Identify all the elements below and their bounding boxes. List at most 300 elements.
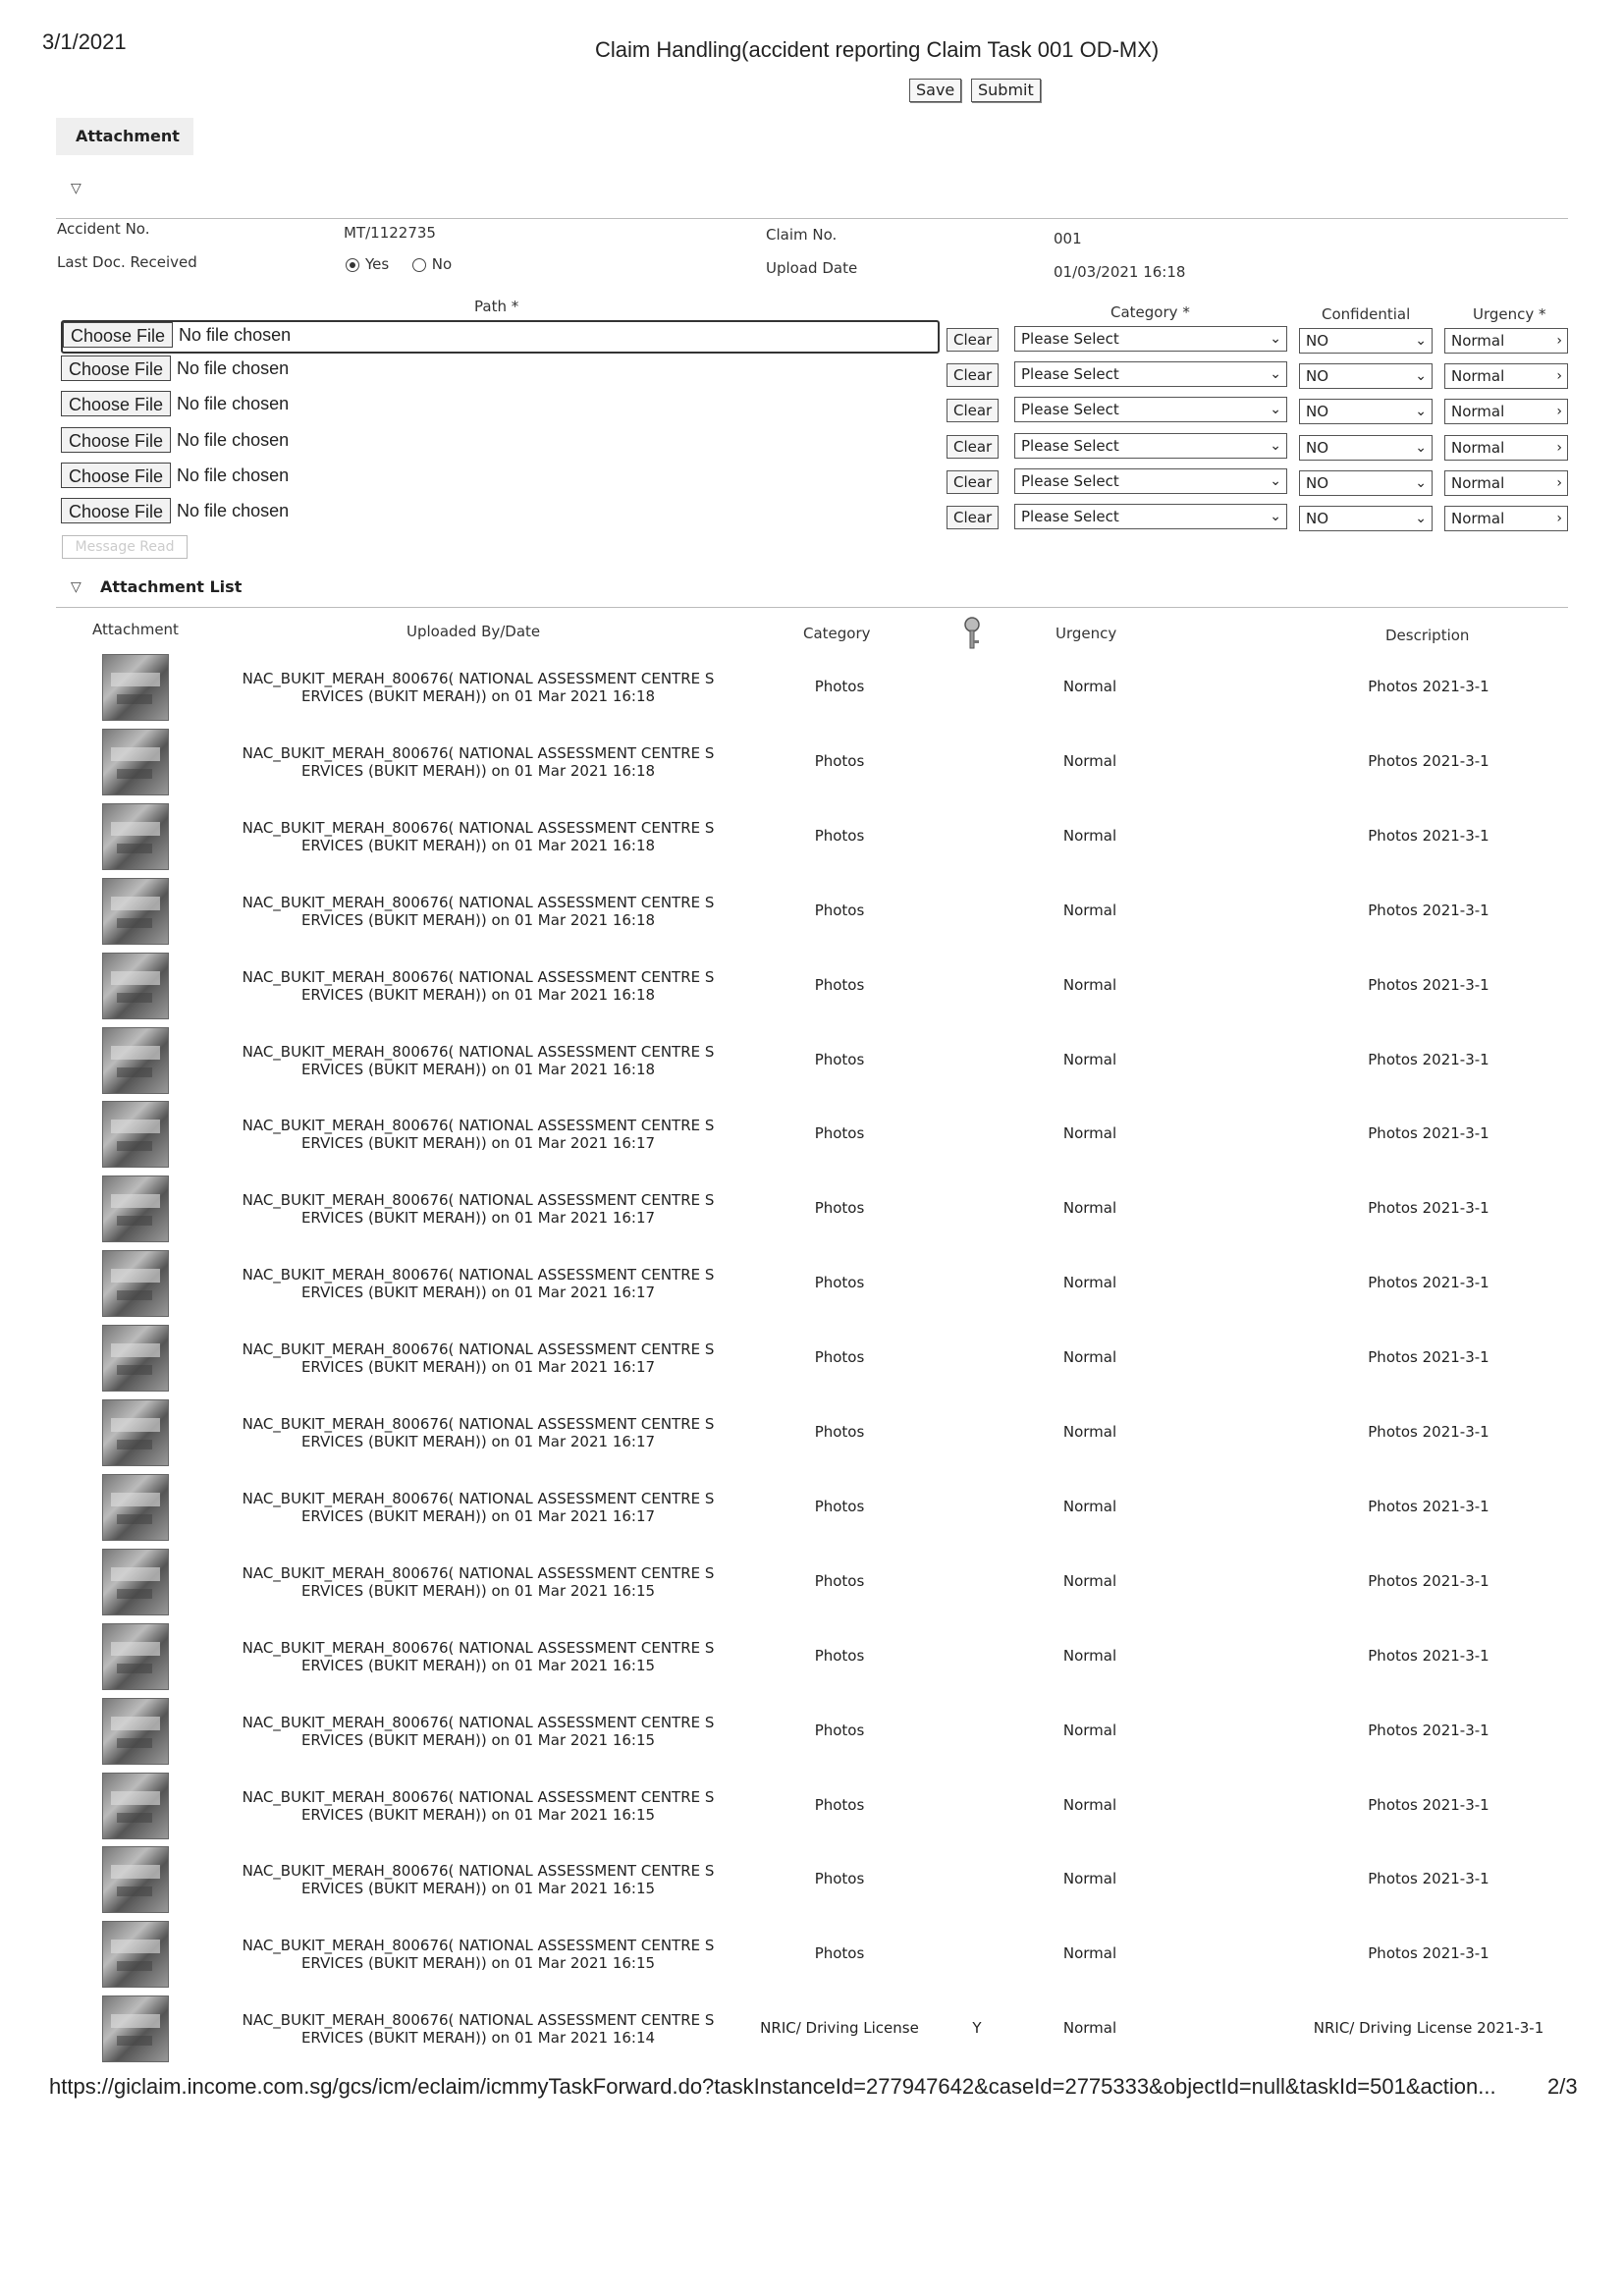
- category-cell: Photos: [814, 827, 865, 845]
- attachment-thumbnail[interactable]: [102, 878, 169, 945]
- thumbnail-shadow: [117, 1813, 152, 1823]
- confidential-select-value: NO: [1306, 474, 1329, 492]
- category-required-mark: *: [1182, 303, 1190, 321]
- urgency-cell: Normal: [1062, 827, 1117, 845]
- urgency-cell: Normal: [1062, 1423, 1117, 1441]
- category-select-value: Please Select: [1021, 472, 1119, 490]
- uploaded-by-cell: [218, 1043, 738, 1078]
- table-row: [0, 1992, 1624, 2064]
- chevron-down-icon: ›: [1556, 333, 1562, 349]
- chevron-down-icon: ⌄: [1415, 440, 1427, 456]
- upload-date-value: 01/03/2021 16:18: [1054, 263, 1186, 281]
- thumbnail-shadow: [117, 1514, 152, 1524]
- urgency-select-value: Normal: [1451, 510, 1505, 527]
- uploaded-by-line1: NAC_BUKIT_MERAH_800676( NATIONAL ASSESSMENT CENTRE S: [242, 1862, 715, 1880]
- uploaded-by-line1: NAC_BUKIT_MERAH_800676( NATIONAL ASSESSMENT CENTRE S: [242, 894, 715, 911]
- confidential-select[interactable]: [1299, 506, 1433, 531]
- urgency-select[interactable]: [1444, 399, 1568, 424]
- attachment-tab[interactable]: Attachment: [56, 118, 193, 155]
- confidential-select[interactable]: [1299, 399, 1433, 424]
- thumbnail-shadow: [117, 1290, 152, 1300]
- clear-button[interactable]: Clear: [947, 399, 999, 422]
- description-cell: Photos 2021-3-1: [1368, 1199, 1489, 1217]
- thumbnail-highlight: [111, 1343, 160, 1357]
- thumbnail-shadow: [117, 918, 152, 928]
- attachment-thumbnail[interactable]: [102, 1250, 169, 1317]
- attachment-thumbnail[interactable]: [102, 1101, 169, 1168]
- uploaded-by-line1: NAC_BUKIT_MERAH_800676( NATIONAL ASSESSMENT CENTRE S: [242, 1490, 715, 1507]
- thumbnail-highlight: [111, 1120, 160, 1133]
- table-row: [0, 1321, 1624, 1394]
- choose-file-button[interactable]: Choose File: [63, 322, 173, 348]
- file-row: [61, 427, 289, 455]
- chevron-down-icon: ›: [1556, 511, 1562, 526]
- thumbnail-shadow: [117, 769, 152, 779]
- uploaded-by-cell: [218, 1266, 738, 1301]
- chevron-down-icon: ›: [1556, 368, 1562, 384]
- category-cell: Photos: [814, 1796, 865, 1814]
- claim-no-value: 001: [1054, 230, 1082, 247]
- attachment-thumbnail[interactable]: [102, 1549, 169, 1615]
- uploaded-by-line2: ERVICES (BUKIT MERAH)) on 01 Mar 2021 16:15: [300, 1880, 656, 1897]
- uploaded-by-line2: ERVICES (BUKIT MERAH)) on 01 Mar 2021 16:18: [300, 1061, 656, 1078]
- footer-url: https://giclaim.income.com.sg/gcs/icm/eclaim/icmmyTaskForward.do?taskInstanceId=277947642&caseId=2775333&objectId=null&taskId=501&action...: [49, 2074, 1496, 2099]
- thumbnail-highlight: [111, 1269, 160, 1283]
- urgency-select[interactable]: [1444, 470, 1568, 496]
- table-row: [0, 1395, 1624, 1468]
- thumbnail-shadow: [117, 1365, 152, 1375]
- last-doc-label: Last Doc. Received: [57, 253, 197, 271]
- description-cell: Photos 2021-3-1: [1368, 1124, 1489, 1142]
- uploaded-by-line1: NAC_BUKIT_MERAH_800676( NATIONAL ASSESSMENT CENTRE S: [242, 1788, 715, 1806]
- uploaded-by-cell: [218, 1714, 738, 1749]
- uploaded-by-cell: [218, 744, 738, 780]
- uploaded-by-line2: ERVICES (BUKIT MERAH)) on 01 Mar 2021 16:15: [300, 1582, 656, 1600]
- category-select[interactable]: [1014, 397, 1287, 422]
- thumbnail-highlight: [111, 1642, 160, 1656]
- category-select-value: Please Select: [1021, 508, 1119, 525]
- thumbnail-shadow: [117, 1886, 152, 1896]
- description-cell: Photos 2021-3-1: [1368, 678, 1489, 695]
- confidential-select-value: NO: [1306, 403, 1329, 420]
- thumbnail-highlight: [111, 1418, 160, 1432]
- choose-file-button[interactable]: Choose File: [61, 391, 171, 416]
- thumbnail-highlight: [111, 1717, 160, 1730]
- collapse-triangle-icon[interactable]: ▽: [71, 181, 81, 196]
- clear-button[interactable]: Clear: [947, 506, 999, 529]
- category-cell: Photos: [814, 902, 865, 919]
- table-row: [0, 1842, 1624, 1915]
- chevron-down-icon: ⌄: [1415, 511, 1427, 526]
- uploaded-by-cell: [218, 1191, 738, 1227]
- category-cell: Photos: [814, 1199, 865, 1217]
- description-cell: Photos 2021-3-1: [1368, 976, 1489, 994]
- attachment-thumbnail[interactable]: [102, 1027, 169, 1094]
- file-name-text: No file chosen: [177, 501, 290, 520]
- description-cell: Photos 2021-3-1: [1368, 902, 1489, 919]
- col-category: Category: [803, 625, 871, 642]
- thumbnail-highlight: [111, 971, 160, 985]
- chevron-down-icon: ⌄: [1270, 366, 1281, 382]
- description-cell: Photos 2021-3-1: [1368, 1348, 1489, 1366]
- urgency-cell: Normal: [1062, 976, 1117, 994]
- confidential-header: Confidential: [1322, 305, 1411, 323]
- accident-no-label: Accident No.: [57, 220, 150, 238]
- uploaded-by-cell: [218, 1340, 738, 1376]
- confidential-select-value: NO: [1306, 510, 1329, 527]
- chevron-down-icon: ›: [1556, 404, 1562, 419]
- table-row: [0, 1917, 1624, 1990]
- confidential-select[interactable]: [1299, 328, 1433, 354]
- uploaded-by-line1: NAC_BUKIT_MERAH_800676( NATIONAL ASSESSMENT CENTRE S: [242, 670, 715, 687]
- confidential-select[interactable]: [1299, 470, 1433, 496]
- uploaded-by-line1: NAC_BUKIT_MERAH_800676( NATIONAL ASSESSMENT CENTRE S: [242, 1266, 715, 1284]
- category-cell: Photos: [814, 1348, 865, 1366]
- thumbnail-shadow: [117, 1440, 152, 1449]
- attachment-thumbnail[interactable]: [102, 1698, 169, 1765]
- file-name-text: No file chosen: [177, 465, 290, 485]
- thumbnail-shadow: [117, 1216, 152, 1226]
- urgency-cell: Normal: [1062, 1572, 1117, 1590]
- choose-file-button[interactable]: Choose File: [61, 427, 171, 453]
- category-cell: Photos: [814, 1051, 865, 1068]
- category-cell: Photos: [814, 1870, 865, 1887]
- uploaded-by-line1: NAC_BUKIT_MERAH_800676( NATIONAL ASSESSMENT CENTRE S: [242, 1043, 715, 1061]
- path-required-mark: *: [511, 298, 519, 315]
- urgency-header: [1473, 305, 1546, 323]
- uploaded-by-line2: ERVICES (BUKIT MERAH)) on 01 Mar 2021 16:17: [300, 1134, 656, 1152]
- attachment-list-title: Attachment List: [100, 577, 243, 596]
- urgency-select[interactable]: [1444, 328, 1568, 354]
- confidential-select[interactable]: [1299, 363, 1433, 389]
- yes-radio[interactable]: [346, 258, 359, 272]
- thumbnail-highlight: [111, 1493, 160, 1506]
- uploaded-by-cell: [218, 1639, 738, 1674]
- chevron-down-icon: ⌄: [1415, 333, 1427, 349]
- thumbnail-shadow: [117, 844, 152, 853]
- attachment-thumbnail[interactable]: [102, 1921, 169, 1988]
- thumbnail-highlight: [111, 1046, 160, 1060]
- urgency-required-mark: *: [1539, 305, 1546, 323]
- thumbnail-highlight: [111, 2014, 160, 2028]
- save-button[interactable]: Save: [909, 79, 961, 102]
- thumbnail-highlight: [111, 822, 160, 836]
- no-radio[interactable]: [412, 258, 426, 272]
- urgency-select-value: Normal: [1451, 403, 1505, 420]
- table-row: [0, 1769, 1624, 1841]
- category-select[interactable]: [1014, 361, 1287, 387]
- uploaded-by-line1: NAC_BUKIT_MERAH_800676( NATIONAL ASSESSMENT CENTRE S: [242, 1117, 715, 1134]
- thumbnail-shadow: [117, 1664, 152, 1673]
- clear-button[interactable]: Clear: [947, 363, 999, 387]
- attachment-list-divider: [56, 607, 1568, 608]
- attachment-thumbnail[interactable]: [102, 1995, 169, 2062]
- table-row: [0, 949, 1624, 1021]
- uploaded-by-line2: ERVICES (BUKIT MERAH)) on 01 Mar 2021 16:15: [300, 1731, 656, 1749]
- last-doc-radio-group: [346, 255, 452, 273]
- no-label: No: [431, 255, 453, 273]
- uploaded-by-line2: ERVICES (BUKIT MERAH)) on 01 Mar 2021 16:18: [300, 762, 656, 780]
- urgency-cell: Normal: [1062, 752, 1117, 770]
- chevron-down-icon: ⌄: [1415, 368, 1427, 384]
- urgency-cell: Normal: [1062, 1870, 1117, 1887]
- yes-label: Yes: [365, 255, 390, 273]
- urgency-cell: Normal: [1062, 1274, 1117, 1291]
- category-select-value: Please Select: [1021, 365, 1119, 383]
- thumbnail-shadow: [117, 1589, 152, 1599]
- category-header-text: Category: [1110, 303, 1178, 321]
- uploaded-by-line1: NAC_BUKIT_MERAH_800676( NATIONAL ASSESSMENT CENTRE S: [242, 2011, 715, 2029]
- attachment-thumbnail[interactable]: [102, 803, 169, 870]
- description-cell: Photos 2021-3-1: [1368, 1944, 1489, 1962]
- choose-file-button[interactable]: Choose File: [61, 463, 171, 488]
- clear-button[interactable]: Clear: [947, 470, 999, 494]
- uploaded-by-line1: NAC_BUKIT_MERAH_800676( NATIONAL ASSESSMENT CENTRE S: [242, 1714, 715, 1731]
- thumbnail-shadow: [117, 1738, 152, 1748]
- confidential-key-icon: [960, 617, 984, 654]
- category-cell: Photos: [814, 1498, 865, 1515]
- page-title: Claim Handling(accident reporting Claim Task 001 OD-MX): [595, 37, 1160, 62]
- description-cell: Photos 2021-3-1: [1368, 1051, 1489, 1068]
- uploaded-by-line1: NAC_BUKIT_MERAH_800676( NATIONAL ASSESSMENT CENTRE S: [242, 1937, 715, 1954]
- col-urgency: Urgency: [1056, 625, 1117, 642]
- description-cell: Photos 2021-3-1: [1368, 1498, 1489, 1515]
- urgency-select[interactable]: [1444, 506, 1568, 531]
- attachment-list-triangle-icon[interactable]: ▽: [71, 579, 81, 595]
- thumbnail-shadow: [117, 1141, 152, 1151]
- table-row: [0, 1246, 1624, 1319]
- urgency-select-value: Normal: [1451, 439, 1505, 457]
- uploaded-by-cell: [218, 1564, 738, 1600]
- thumbnail-highlight: [111, 897, 160, 910]
- uploaded-by-cell: [218, 1415, 738, 1450]
- uploaded-by-line1: NAC_BUKIT_MERAH_800676( NATIONAL ASSESSMENT CENTRE S: [242, 1340, 715, 1358]
- thumbnail-highlight: [111, 1194, 160, 1208]
- uploaded-by-cell: [218, 819, 738, 854]
- category-cell: Photos: [814, 1944, 865, 1962]
- urgency-select[interactable]: [1444, 435, 1568, 461]
- attachment-thumbnail[interactable]: [102, 1623, 169, 1690]
- uploaded-by-line1: NAC_BUKIT_MERAH_800676( NATIONAL ASSESSMENT CENTRE S: [242, 1415, 715, 1433]
- choose-file-button[interactable]: Choose File: [61, 498, 171, 523]
- urgency-cell: Normal: [1062, 1944, 1117, 1962]
- thumbnail-shadow: [117, 1067, 152, 1077]
- table-row: [0, 799, 1624, 872]
- chevron-down-icon: ⌄: [1270, 402, 1281, 417]
- clear-button[interactable]: Clear: [947, 328, 999, 352]
- section-divider: [56, 218, 1568, 219]
- chevron-down-icon: ⌄: [1270, 509, 1281, 524]
- thumbnail-highlight: [111, 1791, 160, 1805]
- description-cell: Photos 2021-3-1: [1368, 1796, 1489, 1814]
- chevron-down-icon: ⌄: [1270, 331, 1281, 347]
- file-name-text: No file chosen: [179, 325, 292, 345]
- uploaded-by-line2: ERVICES (BUKIT MERAH)) on 01 Mar 2021 16:15: [300, 1806, 656, 1824]
- uploaded-by-line2: ERVICES (BUKIT MERAH)) on 01 Mar 2021 16:17: [300, 1507, 656, 1525]
- page-number: 2/3: [1547, 2074, 1578, 2099]
- category-select[interactable]: [1014, 504, 1287, 529]
- urgency-cell: Normal: [1062, 1796, 1117, 1814]
- urgency-cell: Normal: [1062, 678, 1117, 695]
- confidential-cell: Y: [972, 2019, 982, 2037]
- table-row: [0, 874, 1624, 947]
- attachment-thumbnail[interactable]: [102, 1325, 169, 1392]
- file-row: [61, 463, 289, 490]
- attachment-thumbnail[interactable]: [102, 654, 169, 721]
- uploaded-by-line2: ERVICES (BUKIT MERAH)) on 01 Mar 2021 16:18: [300, 986, 656, 1004]
- col-attachment: Attachment: [92, 621, 179, 638]
- category-select-value: Please Select: [1021, 330, 1119, 348]
- uploaded-by-line2: ERVICES (BUKIT MERAH)) on 01 Mar 2021 16:17: [300, 1358, 656, 1376]
- uploaded-by-line1: NAC_BUKIT_MERAH_800676( NATIONAL ASSESSMENT CENTRE S: [242, 1191, 715, 1209]
- chevron-down-icon: ⌄: [1415, 475, 1427, 491]
- uploaded-by-cell: [218, 2011, 738, 2047]
- uploaded-by-cell: [218, 1937, 738, 1972]
- confidential-select[interactable]: [1299, 435, 1433, 461]
- confidential-select-value: NO: [1306, 367, 1329, 385]
- uploaded-by-line2: ERVICES (BUKIT MERAH)) on 01 Mar 2021 16:14: [300, 2029, 656, 2047]
- description-cell: Photos 2021-3-1: [1368, 827, 1489, 845]
- attachment-thumbnail[interactable]: [102, 1399, 169, 1466]
- urgency-select-value: Normal: [1451, 367, 1505, 385]
- urgency-cell: Normal: [1062, 902, 1117, 919]
- uploaded-by-line1: NAC_BUKIT_MERAH_800676( NATIONAL ASSESSMENT CENTRE S: [242, 968, 715, 986]
- category-cell: Photos: [814, 976, 865, 994]
- category-select[interactable]: [1014, 326, 1287, 352]
- urgency-cell: Normal: [1062, 1722, 1117, 1739]
- table-row: [0, 650, 1624, 723]
- file-name-text: No file chosen: [177, 430, 290, 450]
- category-select-value: Please Select: [1021, 437, 1119, 455]
- table-row: [0, 1470, 1624, 1543]
- attachment-thumbnail[interactable]: [102, 953, 169, 1019]
- category-cell: Photos: [814, 1274, 865, 1291]
- category-cell: Photos: [814, 678, 865, 695]
- thumbnail-highlight: [111, 673, 160, 686]
- file-row: [61, 391, 289, 418]
- uploaded-by-line2: ERVICES (BUKIT MERAH)) on 01 Mar 2021 16:15: [300, 1954, 656, 1972]
- table-row: [0, 725, 1624, 797]
- uploaded-by-line1: NAC_BUKIT_MERAH_800676( NATIONAL ASSESSMENT CENTRE S: [242, 744, 715, 762]
- uploaded-by-cell: [218, 968, 738, 1004]
- urgency-select-value: Normal: [1451, 474, 1505, 492]
- thumbnail-highlight: [111, 747, 160, 761]
- urgency-cell: Normal: [1062, 1647, 1117, 1665]
- confidential-select-value: NO: [1306, 439, 1329, 457]
- file-row: [61, 355, 289, 383]
- chevron-down-icon: ›: [1556, 475, 1562, 491]
- urgency-select[interactable]: [1444, 363, 1568, 389]
- uploaded-by-line1: NAC_BUKIT_MERAH_800676( NATIONAL ASSESSMENT CENTRE S: [242, 1639, 715, 1657]
- table-row: [0, 1694, 1624, 1767]
- category-cell: Photos: [814, 1124, 865, 1142]
- category-cell: Photos: [814, 1572, 865, 1590]
- attachment-thumbnail[interactable]: [102, 729, 169, 795]
- attachment-thumbnail[interactable]: [102, 1175, 169, 1242]
- col-description: Description: [1385, 627, 1470, 644]
- accident-no-value: MT/1122735: [344, 224, 436, 242]
- table-row: [0, 1619, 1624, 1692]
- col-uploaded: Uploaded By/Date: [406, 623, 541, 640]
- uploaded-by-line2: ERVICES (BUKIT MERAH)) on 01 Mar 2021 16:17: [300, 1284, 656, 1301]
- table-row: [0, 1023, 1624, 1096]
- urgency-cell: Normal: [1062, 2019, 1117, 2037]
- file-row: [61, 498, 289, 525]
- claim-no-label: Claim No.: [766, 226, 838, 244]
- thumbnail-highlight: [111, 1567, 160, 1581]
- category-select[interactable]: [1014, 468, 1287, 494]
- attachment-thumbnail[interactable]: [102, 1846, 169, 1913]
- uploaded-by-cell: [218, 1490, 738, 1525]
- urgency-select-value: Normal: [1451, 332, 1505, 350]
- thumbnail-shadow: [117, 2036, 152, 2046]
- urgency-cell: Normal: [1062, 1348, 1117, 1366]
- table-row: [0, 1172, 1624, 1244]
- print-date: 3/1/2021: [42, 29, 127, 54]
- attachment-thumbnail[interactable]: [102, 1773, 169, 1839]
- submit-button[interactable]: Submit: [971, 79, 1041, 102]
- urgency-cell: Normal: [1062, 1124, 1117, 1142]
- thumbnail-highlight: [111, 1940, 160, 1953]
- upload-date-label: Upload Date: [766, 259, 858, 277]
- message-read-button[interactable]: Message Read: [62, 535, 188, 559]
- choose-file-button[interactable]: Choose File: [61, 355, 171, 381]
- uploaded-by-line1: NAC_BUKIT_MERAH_800676( NATIONAL ASSESSMENT CENTRE S: [242, 1564, 715, 1582]
- uploaded-by-cell: [218, 670, 738, 705]
- uploaded-by-cell: [218, 1788, 738, 1824]
- category-header: [1110, 303, 1190, 321]
- chevron-down-icon: ⌄: [1270, 473, 1281, 489]
- thumbnail-shadow: [117, 993, 152, 1003]
- clear-button[interactable]: Clear: [947, 435, 999, 459]
- confidential-select-value: NO: [1306, 332, 1329, 350]
- category-select[interactable]: [1014, 433, 1287, 459]
- urgency-cell: Normal: [1062, 1199, 1117, 1217]
- uploaded-by-line1: NAC_BUKIT_MERAH_800676( NATIONAL ASSESSMENT CENTRE S: [242, 819, 715, 837]
- uploaded-by-cell: [218, 1862, 738, 1897]
- uploaded-by-cell: [218, 894, 738, 929]
- file-row: [61, 320, 940, 354]
- thumbnail-shadow: [117, 1961, 152, 1971]
- thumbnail-highlight: [111, 1865, 160, 1879]
- uploaded-by-line2: ERVICES (BUKIT MERAH)) on 01 Mar 2021 16:18: [300, 911, 656, 929]
- path-header: [474, 298, 518, 315]
- path-header-text: Path: [474, 298, 507, 315]
- table-row: [0, 1097, 1624, 1170]
- category-cell: Photos: [814, 752, 865, 770]
- uploaded-by-line2: ERVICES (BUKIT MERAH)) on 01 Mar 2021 16:17: [300, 1209, 656, 1227]
- chevron-down-icon: ⌄: [1270, 438, 1281, 454]
- urgency-cell: Normal: [1062, 1498, 1117, 1515]
- uploaded-by-line2: ERVICES (BUKIT MERAH)) on 01 Mar 2021 16:15: [300, 1657, 656, 1674]
- category-cell: Photos: [814, 1423, 865, 1441]
- attachment-thumbnail[interactable]: [102, 1474, 169, 1541]
- uploaded-by-cell: [218, 1117, 738, 1152]
- description-cell: Photos 2021-3-1: [1368, 1274, 1489, 1291]
- urgency-header-text: Urgency: [1473, 305, 1535, 323]
- description-cell: Photos 2021-3-1: [1368, 1722, 1489, 1739]
- description-cell: Photos 2021-3-1: [1368, 1870, 1489, 1887]
- description-cell: Photos 2021-3-1: [1368, 1423, 1489, 1441]
- urgency-cell: Normal: [1062, 1051, 1117, 1068]
- category-cell: Photos: [814, 1722, 865, 1739]
- description-cell: Photos 2021-3-1: [1368, 1572, 1489, 1590]
- description-cell: Photos 2021-3-1: [1368, 1647, 1489, 1665]
- description-cell: Photos 2021-3-1: [1368, 752, 1489, 770]
- table-row: [0, 1545, 1624, 1617]
- chevron-down-icon: ›: [1556, 440, 1562, 456]
- thumbnail-shadow: [117, 694, 152, 704]
